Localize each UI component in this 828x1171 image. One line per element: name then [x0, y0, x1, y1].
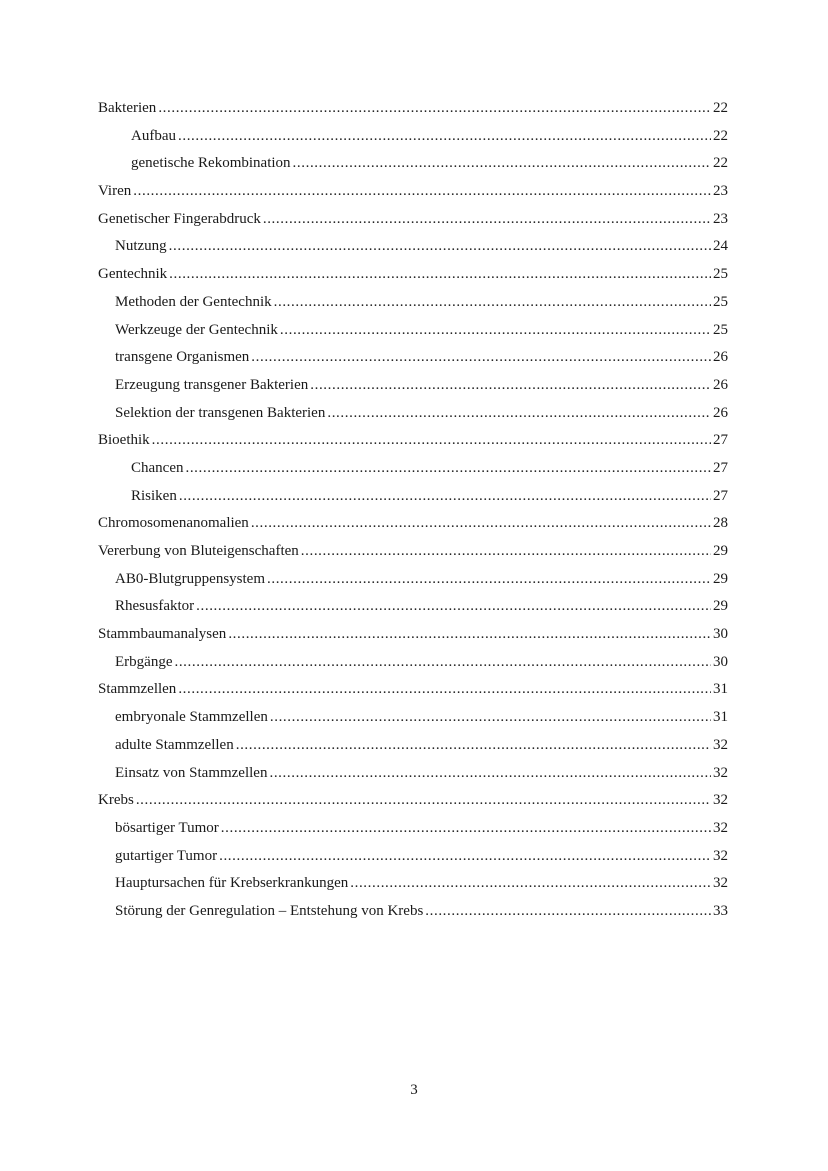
toc-entry-title: Stammzellen — [98, 681, 177, 698]
toc-dot-leader — [251, 510, 711, 538]
toc-dot-leader — [178, 123, 711, 151]
toc-entry[interactable] — [98, 483, 728, 511]
toc-entry-page: 28 — [713, 515, 728, 532]
toc-entry-title: transgene Organismen — [115, 349, 250, 366]
toc-entry[interactable] — [98, 400, 728, 428]
toc-dot-leader — [269, 760, 711, 788]
toc-entry-title: Hauptursachen für Krebserkrankungen — [115, 875, 349, 892]
toc-entry[interactable] — [98, 95, 728, 123]
toc-entry[interactable] — [98, 123, 728, 151]
toc-entry[interactable] — [98, 843, 728, 871]
toc-dot-leader — [263, 206, 711, 234]
toc-entry-page: 30 — [713, 626, 728, 643]
toc-dot-leader — [301, 538, 711, 566]
toc-dot-leader — [280, 317, 711, 345]
table-of-contents — [98, 95, 728, 926]
toc-entry-page: 32 — [713, 819, 728, 836]
toc-dot-leader — [196, 593, 711, 621]
toc-entry-page: 26 — [713, 349, 728, 366]
toc-entry[interactable] — [98, 206, 728, 234]
toc-entry-title: gutartiger Tumor — [115, 847, 218, 864]
toc-dot-leader — [133, 178, 711, 206]
toc-entry-page: 30 — [713, 653, 728, 670]
toc-dot-leader — [350, 870, 711, 898]
toc-dot-leader — [179, 483, 711, 511]
toc-entry[interactable] — [98, 760, 728, 788]
toc-dot-leader — [274, 289, 711, 317]
toc-entry-page: 23 — [713, 210, 728, 227]
toc-entry[interactable] — [98, 233, 728, 261]
toc-entry[interactable] — [98, 649, 728, 677]
toc-dot-leader — [310, 372, 711, 400]
toc-entry[interactable] — [98, 870, 728, 898]
toc-entry-page: 27 — [713, 459, 728, 476]
toc-entry[interactable] — [98, 566, 728, 594]
toc-entry[interactable] — [98, 898, 728, 926]
toc-entry-page: 31 — [713, 709, 728, 726]
toc-entry[interactable] — [98, 510, 728, 538]
toc-dot-leader — [136, 787, 711, 815]
toc-entry[interactable] — [98, 427, 728, 455]
toc-entry-page: 25 — [713, 266, 728, 283]
toc-entry[interactable] — [98, 815, 728, 843]
toc-entry-title: Stammbaumanalysen — [98, 626, 227, 643]
toc-entry[interactable] — [98, 372, 728, 400]
toc-entry-title: Chromosomenanomalien — [98, 515, 249, 532]
toc-entry-title: Einsatz von Stammzellen — [115, 764, 268, 781]
toc-entry[interactable] — [98, 344, 728, 372]
toc-entry[interactable] — [98, 676, 728, 704]
toc-entry-title: Viren — [98, 183, 132, 200]
toc-entry-page: 32 — [713, 847, 728, 864]
toc-entry-title: Chancen — [131, 459, 184, 476]
toc-dot-leader — [169, 233, 711, 261]
toc-entry[interactable] — [98, 704, 728, 732]
toc-dot-leader — [185, 455, 711, 483]
toc-entry-title: Methoden der Gentechnik — [115, 293, 272, 310]
toc-entry-title: bösartiger Tumor — [115, 819, 219, 836]
toc-entry-title: Erzeugung transgener Bakterien — [115, 376, 309, 393]
toc-dot-leader — [267, 566, 711, 594]
toc-entry-page: 29 — [713, 570, 728, 587]
toc-dot-leader — [178, 676, 711, 704]
toc-entry-title: Störung der Genregulation – Entstehung von Krebs — [115, 902, 424, 919]
toc-entry-page: 24 — [713, 238, 728, 255]
toc-dot-leader — [158, 95, 711, 123]
toc-entry[interactable] — [98, 455, 728, 483]
toc-entry[interactable] — [98, 732, 728, 760]
toc-entry-title: Rhesusfaktor — [115, 598, 195, 615]
toc-dot-leader — [425, 898, 711, 926]
toc-dot-leader — [327, 400, 711, 428]
toc-dot-leader — [174, 649, 711, 677]
toc-entry-page: 33 — [713, 902, 728, 919]
toc-entry-page: 25 — [713, 293, 728, 310]
toc-entry-title: AB0-Blutgruppensystem — [115, 570, 265, 587]
toc-dot-leader — [152, 427, 711, 455]
toc-entry-title: Selektion der transgenen Bakterien — [115, 404, 326, 421]
toc-entry-title: Werkzeuge der Gentechnik — [115, 321, 278, 338]
toc-entry-title: Bakterien — [98, 100, 157, 116]
toc-entry-title: Krebs — [98, 792, 134, 809]
toc-dot-leader — [221, 815, 711, 843]
toc-entry[interactable] — [98, 289, 728, 317]
toc-entry-title: genetische Rekombination — [131, 155, 291, 172]
toc-entry[interactable] — [98, 178, 728, 206]
toc-dot-leader — [251, 344, 711, 372]
toc-entry[interactable] — [98, 538, 728, 566]
toc-entry-title: Vererbung von Bluteigenschaften — [98, 543, 299, 559]
toc-entry[interactable] — [98, 787, 728, 815]
toc-entry[interactable] — [98, 261, 728, 289]
toc-entry-page: 32 — [713, 764, 728, 781]
toc-entry-title: Erbgänge — [115, 653, 173, 670]
toc-dot-leader — [293, 150, 711, 178]
toc-entry-page: 32 — [713, 875, 728, 892]
toc-entry-title: Nutzung — [115, 238, 167, 255]
toc-entry-page: 29 — [713, 543, 728, 559]
toc-entry[interactable] — [98, 150, 728, 178]
toc-dot-leader — [236, 732, 711, 760]
toc-entry-page: 26 — [713, 404, 728, 421]
toc-entry-page: 25 — [713, 321, 728, 338]
toc-entry-page: 22 — [713, 127, 728, 144]
toc-entry-title: embryonale Stammzellen — [115, 709, 268, 726]
toc-dot-leader — [228, 621, 711, 649]
toc-entry-title: Risiken — [131, 487, 177, 504]
toc-entry[interactable] — [98, 593, 728, 621]
toc-dot-leader — [270, 704, 711, 732]
toc-dot-leader — [169, 261, 711, 289]
toc-entry[interactable] — [98, 317, 728, 345]
toc-entry-page: 23 — [713, 183, 728, 200]
toc-entry-title: Gentechnik — [98, 266, 168, 283]
toc-entry-title: Bioethik — [98, 432, 150, 449]
toc-entry-page: 26 — [713, 376, 728, 393]
toc-entry-page: 22 — [713, 100, 728, 116]
toc-entry-page: 32 — [713, 792, 728, 809]
toc-entry-title: Genetischer Fingerabdruck — [98, 210, 261, 227]
toc-entry-title: adulte Stammzellen — [115, 736, 234, 753]
toc-dot-leader — [219, 843, 711, 871]
toc-entry-title: Aufbau — [131, 127, 176, 144]
toc-entry-page: 32 — [713, 736, 728, 753]
toc-entry-page: 22 — [713, 155, 728, 172]
toc-entry-page: 27 — [713, 432, 728, 449]
page-number: 3 — [410, 1082, 418, 1098]
toc-entry-page: 27 — [713, 487, 728, 504]
toc-entry-page: 29 — [713, 598, 728, 615]
toc-entry-page: 31 — [713, 681, 728, 698]
toc-entry[interactable] — [98, 621, 728, 649]
